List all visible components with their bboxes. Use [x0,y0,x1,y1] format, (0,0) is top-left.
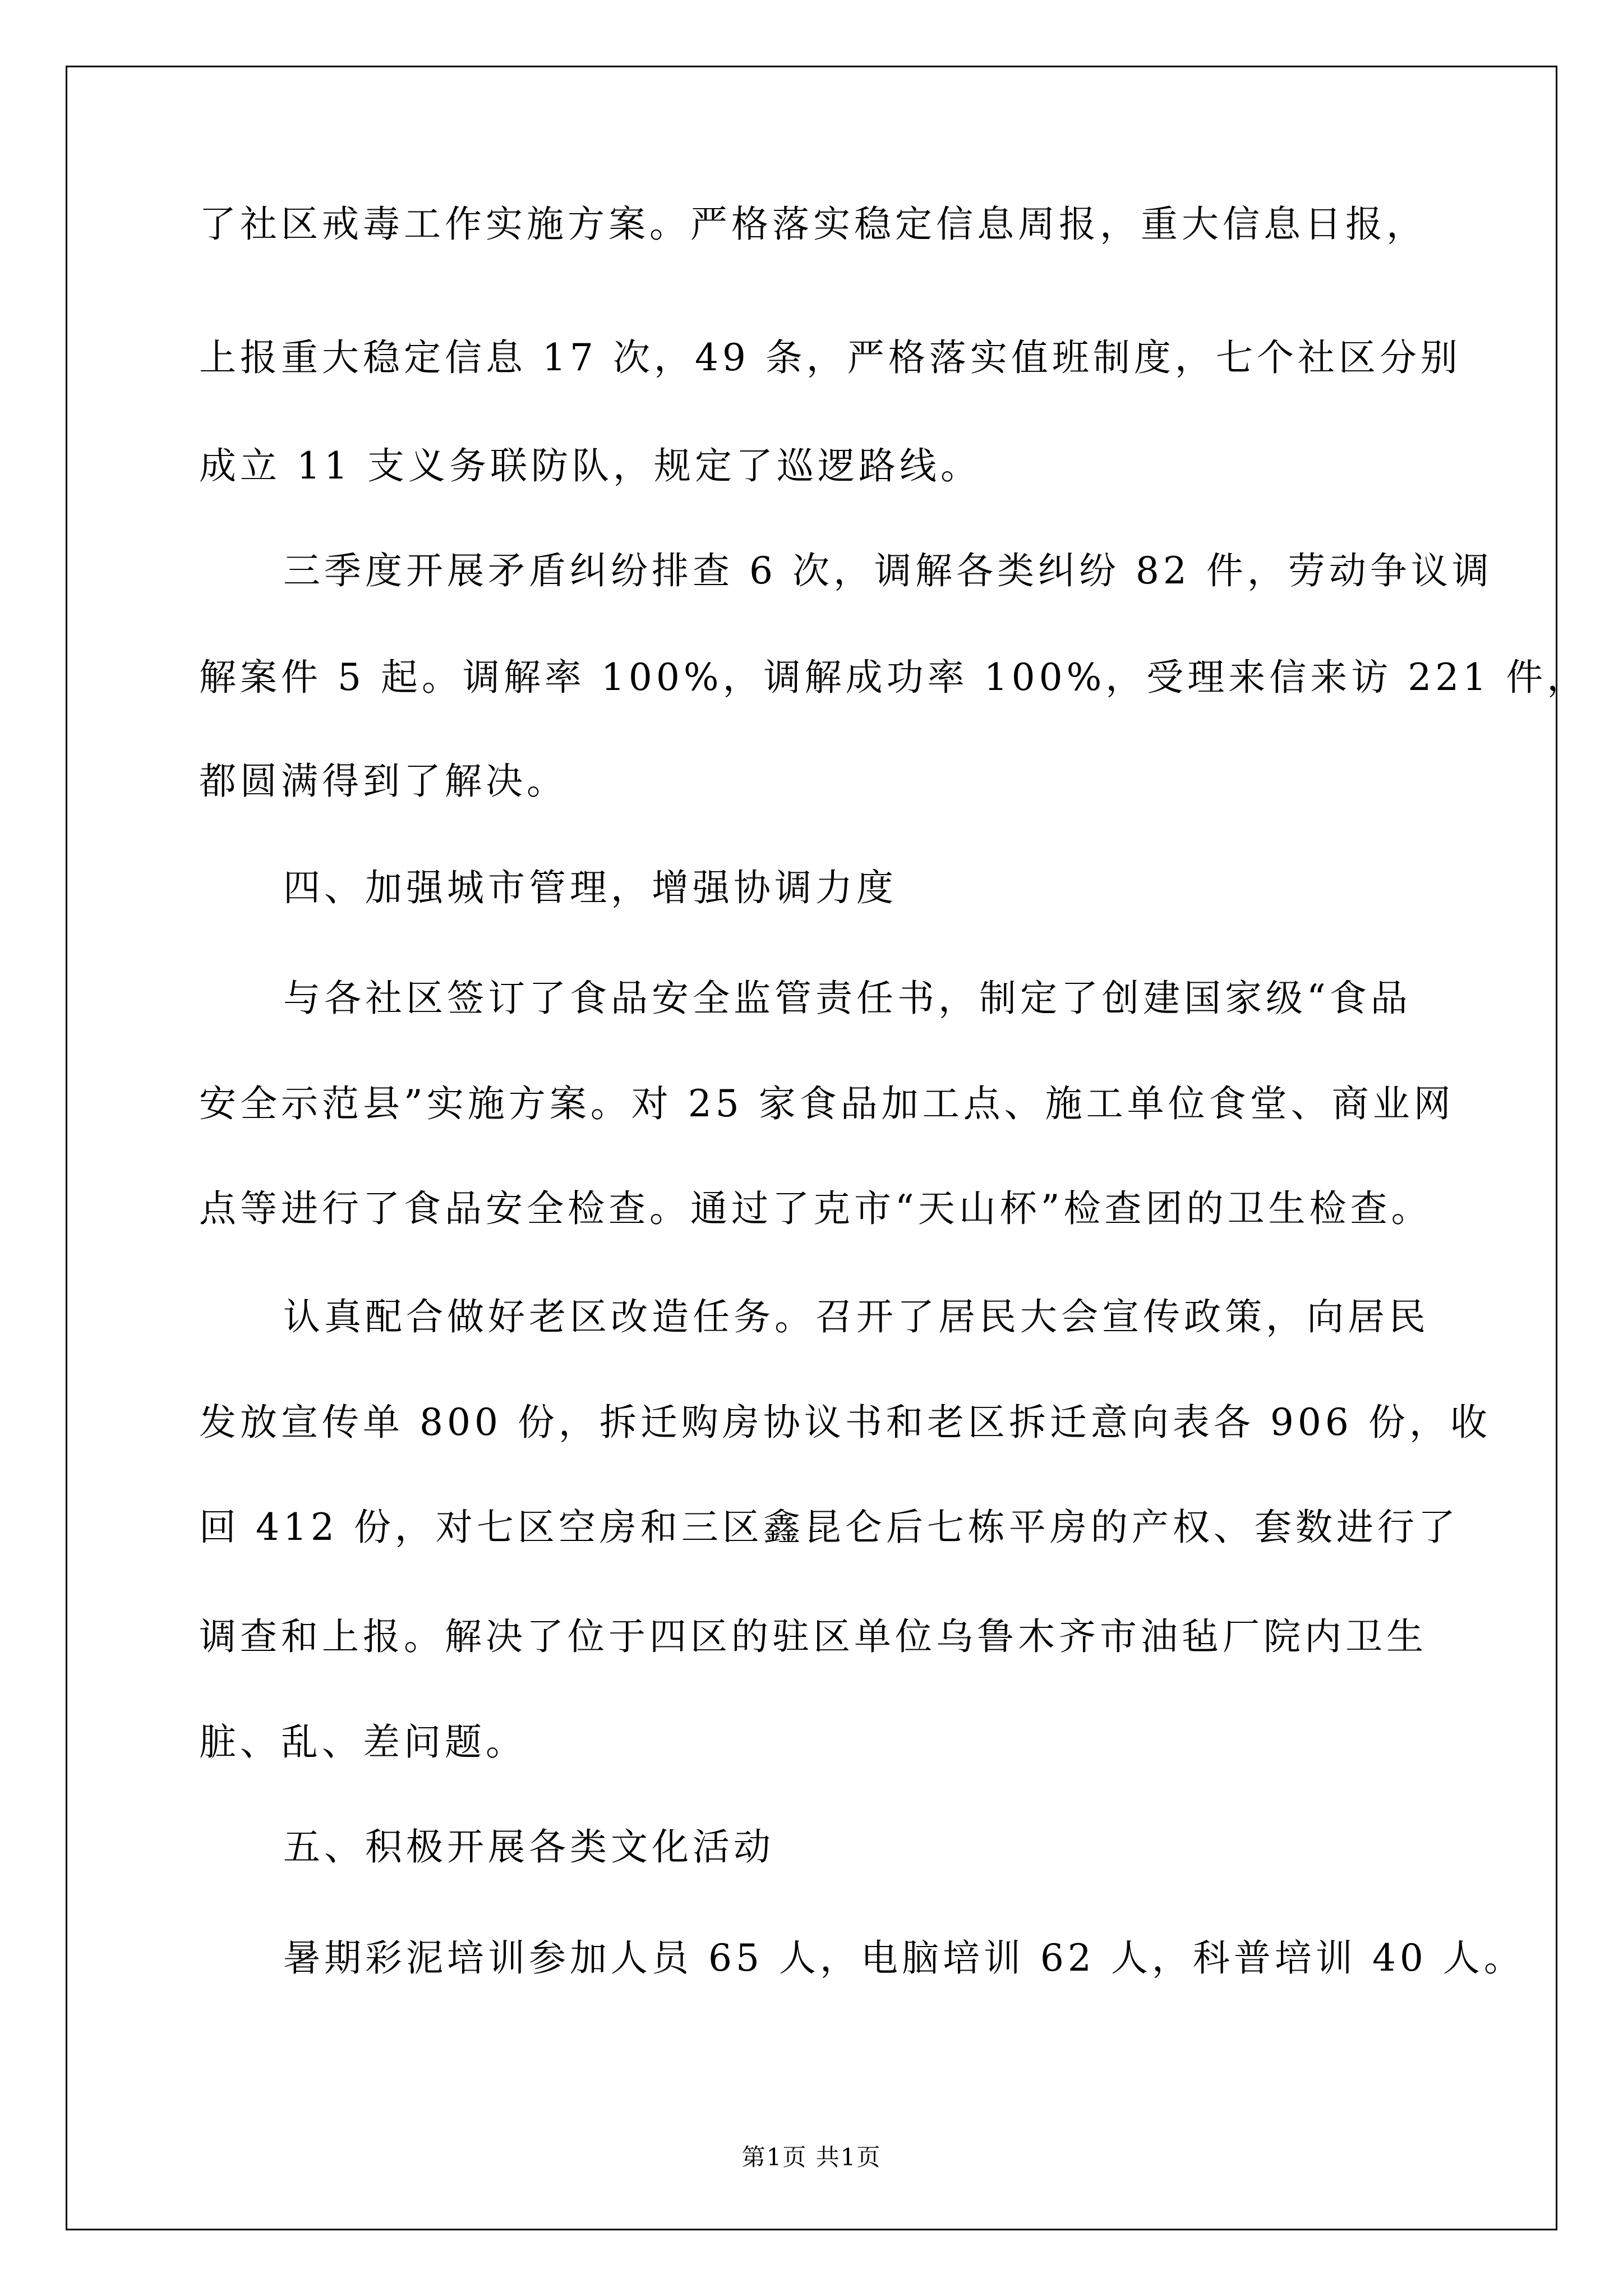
body-text-line: 回 412 份，对七区空房和三区鑫昆仑后七栋平房的产权、套数进行了 [199,1506,1459,1549]
section-heading: 五、积极开展各类文化活动 [283,1825,774,1869]
body-text-line: 三季度开展矛盾纠纷排查 6 次，调解各类纠纷 82 件，劳动争议调 [283,549,1493,592]
body-text-line: 都圆满得到了解决。 [199,760,568,803]
page-footer: 第1页 共1页 [741,2143,882,2171]
body-text-line: 成立 11 支义务联防队，规定了巡逻路线。 [199,444,981,487]
body-text-line: 发放宣传单 800 份，拆迁购房协议书和老区拆迁意向表各 906 份，收 [199,1401,1491,1444]
page-border [66,66,1557,2230]
body-text-line: 调查和上报。解决了位于四区的驻区单位乌鲁木齐市油毡厂院内卫生 [199,1615,1427,1658]
body-text-line: 上报重大稳定信息 17 次，49 条，严格落实值班制度，七个社区分别 [199,336,1461,379]
body-text-line: 点等进行了食品安全检查。通过了克市“天山杯”检查团的卫生检查。 [199,1187,1432,1230]
body-text-line: 暑期彩泥培训参加人员 65 人，电脑培训 62 人，科普培训 40 人。 [283,1936,1525,1980]
body-text-line: 安全示范县”实施方案。对 25 家食品加工点、施工单位食堂、商业网 [199,1082,1455,1125]
body-text-line: 脏、乱、差问题。 [199,1720,527,1764]
body-text-line: 解案件 5 起。调解率 100%，调解成功率 100%，受理来信来访 221 件， [199,656,1588,699]
body-text-line: 认真配合做好老区改造任务。召开了居民大会宣传政策，向居民 [283,1295,1430,1338]
section-heading: 四、加强城市管理，增强协调力度 [283,866,897,909]
body-text-line: 了社区戒毒工作实施方案。严格落实稳定信息周报，重大信息日报， [199,203,1427,246]
body-text-line: 与各社区签订了食品安全监管责任书，制定了创建国家级“食品 [283,977,1412,1020]
